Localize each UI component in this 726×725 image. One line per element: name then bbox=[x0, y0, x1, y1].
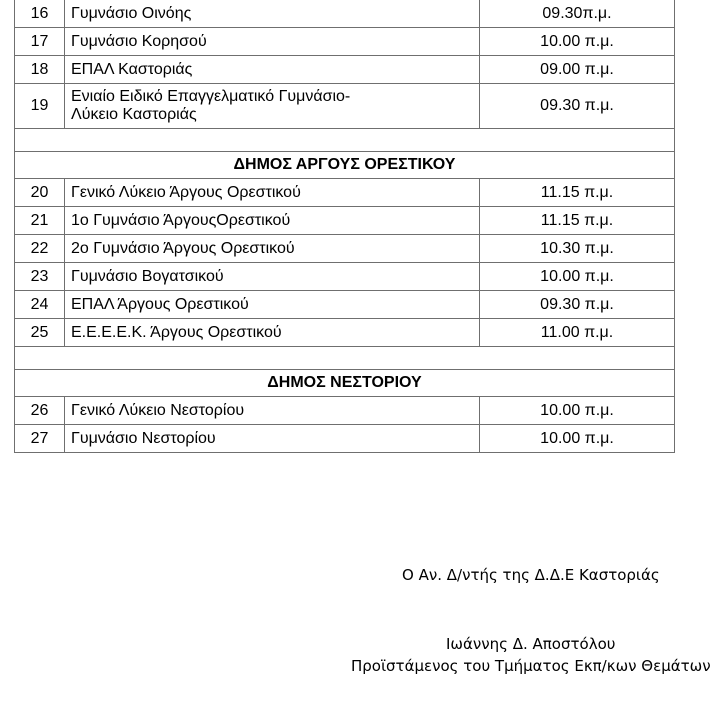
signatory-role: Προϊστάμενος του Τμήματος Εκπ/κων Θεμάτων bbox=[351, 657, 711, 675]
start-time: 09.30 π.μ. bbox=[480, 291, 675, 319]
table-row bbox=[15, 84, 675, 129]
school-name: Γυμνάσιο Νεστορίου bbox=[65, 425, 480, 453]
start-time: 10.00 π.μ. bbox=[480, 397, 675, 425]
row-number: 25 bbox=[15, 319, 65, 347]
school-name bbox=[65, 84, 480, 129]
signatory-title: Ο Αν. Δ/ντής της Δ.Δ.Ε Καστοριάς bbox=[402, 566, 660, 584]
blank-row bbox=[15, 129, 675, 152]
row-number: 18 bbox=[15, 56, 65, 84]
table-row bbox=[15, 0, 675, 28]
school-name: ΕΠΑΛ Καστοριάς bbox=[65, 56, 480, 84]
start-time: 10.00 π.μ. bbox=[480, 425, 675, 453]
table-row bbox=[15, 397, 675, 425]
row-number: 21 bbox=[15, 207, 65, 235]
school-name: Γυμνάσιο Κορησού bbox=[65, 28, 480, 56]
row-number: 19 bbox=[15, 84, 65, 129]
start-time: 11.00 π.μ. bbox=[480, 319, 675, 347]
row-number: 27 bbox=[15, 425, 65, 453]
school-name: Γενικό Λύκειο Νεστορίου bbox=[65, 397, 480, 425]
start-time: 09.00 π.μ. bbox=[480, 56, 675, 84]
table-row bbox=[15, 28, 675, 56]
table-row bbox=[15, 179, 675, 207]
row-number: 20 bbox=[15, 179, 65, 207]
school-name: Γυμνάσιο Οινόης bbox=[65, 0, 480, 28]
start-time: 11.15 π.μ. bbox=[480, 207, 675, 235]
row-number: 24 bbox=[15, 291, 65, 319]
signatory-name: Ιωάννης Δ. Αποστόλου bbox=[446, 635, 616, 653]
table-row bbox=[15, 235, 675, 263]
school-name: Γυμνάσιο Βογατσικού bbox=[65, 263, 480, 291]
table-row bbox=[15, 319, 675, 347]
school-name: Γενικό Λύκειο Άργους Ορεστικού bbox=[65, 179, 480, 207]
start-time: 11.15 π.μ. bbox=[480, 179, 675, 207]
start-time: 10.30 π.μ. bbox=[480, 235, 675, 263]
start-time: 10.00 π.μ. bbox=[480, 263, 675, 291]
school-name: 1ο Γυμνάσιο ΆργουςΟρεστικού bbox=[65, 207, 480, 235]
row-number: 23 bbox=[15, 263, 65, 291]
start-time: 09.30π.μ. bbox=[480, 0, 675, 28]
row-number: 17 bbox=[15, 28, 65, 56]
table-row bbox=[15, 425, 675, 453]
section-header-nestoriou bbox=[15, 370, 675, 397]
table-row bbox=[15, 291, 675, 319]
table-row bbox=[15, 263, 675, 291]
school-name-line-1: Ενιαίο Ειδικό Επαγγελματικό Γυμνάσιο- bbox=[71, 88, 351, 105]
start-time: 09.30 π.μ. bbox=[480, 84, 675, 129]
row-number: 16 bbox=[15, 0, 65, 28]
table-row bbox=[15, 207, 675, 235]
school-name: Ε.Ε.Ε.Ε.Κ. Άργους Ορεστικού bbox=[65, 319, 480, 347]
section-title: ΔΗΜΟΣ ΑΡΓΟΥΣ ΟΡΕΣΤΙΚΟΥ bbox=[15, 152, 675, 179]
table-row bbox=[15, 56, 675, 84]
school-name-line-2: Λύκειο Καστοριάς bbox=[71, 106, 197, 123]
school-name: 2ο Γυμνάσιο Άργους Ορεστικού bbox=[65, 235, 480, 263]
start-time: 10.00 π.μ. bbox=[480, 28, 675, 56]
row-number: 22 bbox=[15, 235, 65, 263]
blank-row bbox=[15, 347, 675, 370]
school-name: ΕΠΑΛ Άργους Ορεστικού bbox=[65, 291, 480, 319]
schools-schedule-table bbox=[14, 0, 675, 453]
row-number: 26 bbox=[15, 397, 65, 425]
section-title: ΔΗΜΟΣ ΝΕΣΤΟΡΙΟΥ bbox=[15, 370, 675, 397]
section-header-argos bbox=[15, 152, 675, 179]
